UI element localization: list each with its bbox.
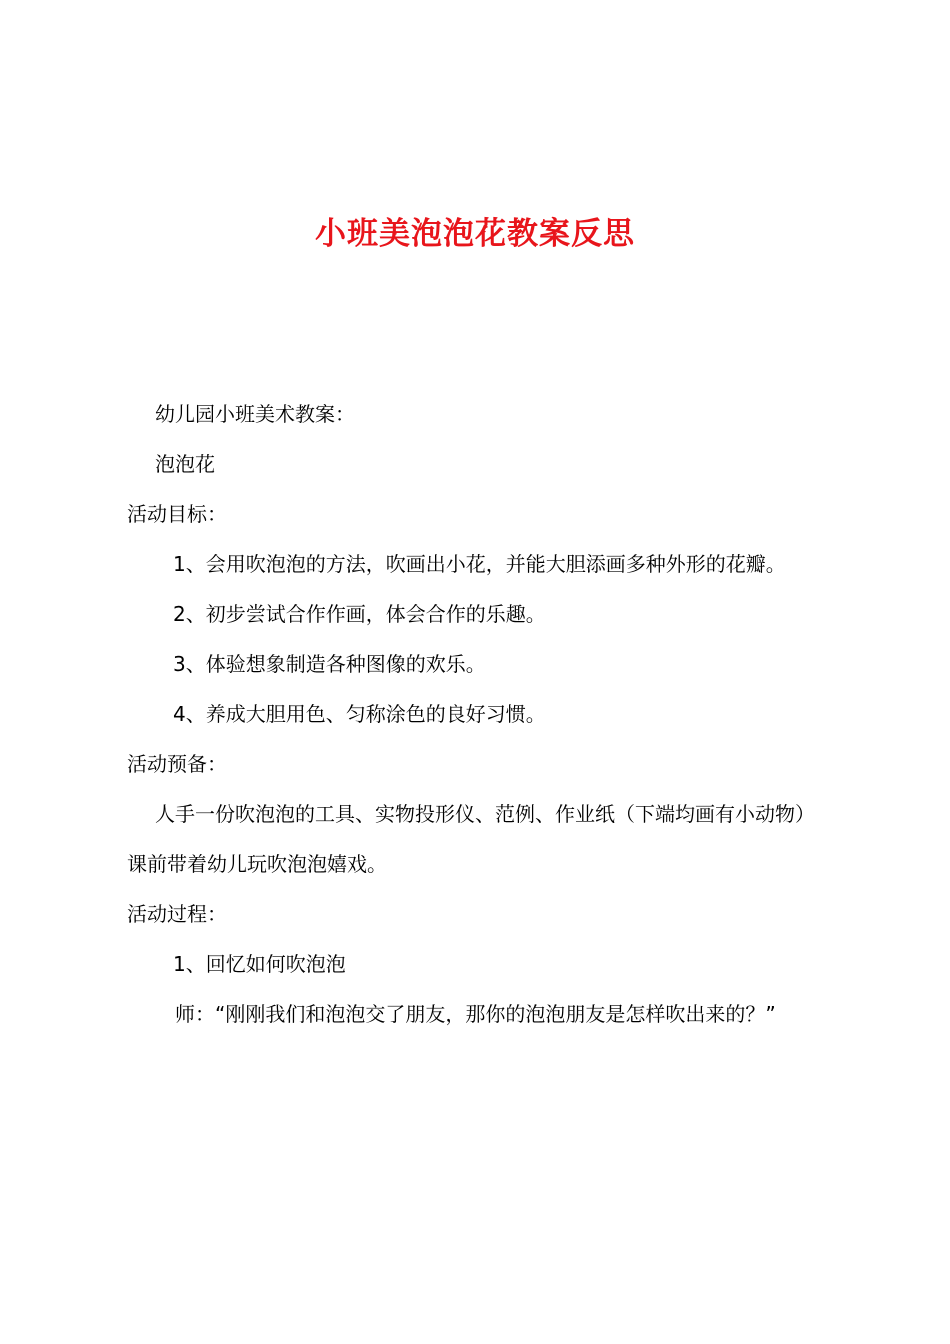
document-title: 小班美泡泡花教案反思 bbox=[315, 216, 635, 252]
section-heading-goals: 活动目标： bbox=[127, 502, 227, 526]
section-heading-preparation: 活动预备： bbox=[127, 752, 227, 776]
section-heading-process: 活动过程： bbox=[127, 902, 227, 926]
teacher-quote: 师：“刚刚我们和泡泡交了朋友，那你的泡泡朋友是怎样吹出来的？” bbox=[175, 1002, 776, 1026]
preparation-text: 人手一份吹泡泡的工具、实物投形仪、范例、作业纸（下端均画有小动物）课前带着幼儿玩吹泡泡嬉戏。 bbox=[127, 802, 815, 876]
paragraph-subtitle: 泡泡花 bbox=[155, 452, 215, 476]
paragraph-intro: 幼儿园小班美术教案： bbox=[155, 402, 355, 426]
document-body bbox=[127, 389, 832, 1039]
goal-item-4: 4、养成大胆用色、匀称涂色的良好习惯。 bbox=[173, 702, 546, 726]
goal-item-1: 1、会用吹泡泡的方法，吹画出小花，并能大胆添画多种外形的花瓣。 bbox=[173, 552, 786, 576]
process-step-1: 1、回忆如何吹泡泡 bbox=[173, 952, 346, 976]
goal-item-2: 2、初步尝试合作作画，体会合作的乐趣。 bbox=[173, 602, 546, 626]
goal-item-3: 3、体验想象制造各种图像的欢乐。 bbox=[173, 652, 486, 676]
